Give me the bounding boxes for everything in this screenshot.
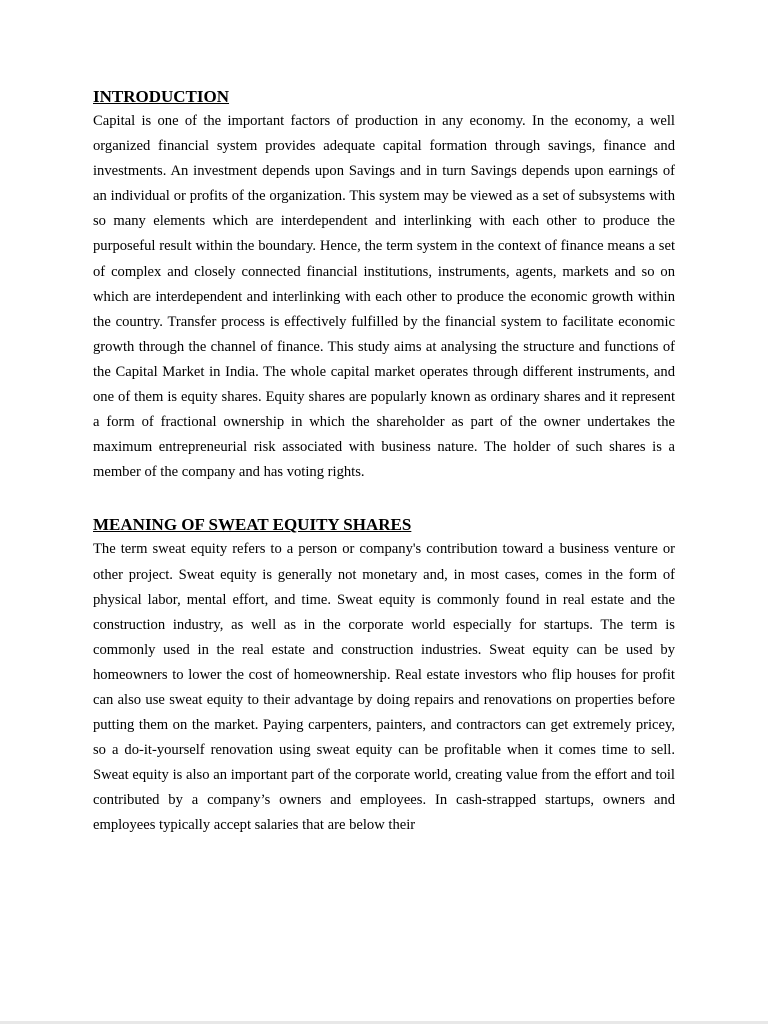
section-sweat-equity — [93, 513, 675, 838]
section-paragraph: Capital is one of the important factors of production in any economy. In the economy, a well organized financial system provides adequate capital formation through savings, finance and investments. An investment depends upon Savings and in turn Savings depends upon earnings of an individual or profits of the organization. This system may be viewed as a set of subsystems with so many elements which are interdependent and interlinking with each other to produce the purposeful result within the boundary. Hence, the term system in the context of finance means a set of complex and closely connected financial institutions, instruments, agents, markets and so on which are interdependent and interlinking with each other to produce the economic growth within the country. Transfer process is effectively fulfilled by the financial system to facilitate economic growth through the channel of finance. This study aims at analysing the structure and functions of the Capital Market in India. The whole capital market operates through different instruments, and one of them is equity shares. Equity shares are popularly known as ordinary shares and it represent a form of fractional ownership in which the shareholder as part of the owner undertakes the maximum entrepreneurial risk associated with business nature. The holder of such shares is a member of the company and has voting rights. — [93, 113, 675, 481]
section-heading: MEANING OF SWEAT EQUITY SHARES — [93, 515, 412, 535]
section-heading: INTRODUCTION — [93, 87, 230, 106]
section-paragraph: The term sweat equity refers to a person or company's contribution toward a business venture or other project. Sweat equity is generally not monetary and, in most cases, comes in the form of physical labor, mental effort, and time. Sweat equity is commonly found in real estate and the construction industry, as well as in the corporate world especially for startups. The term is commonly used in the real estate and construction industries. Sweat equity can be used by homeowners to lower the cost of homeownership. Real estate investors who flip houses for profit can also use sweat equity to their advantage by doing repairs and renovations on properties before putting them on the market. Paying carpenters, painters, and contractors can get extremely pricey, so a do-it-yourself renovation using sweat equity can be profitable when it comes time to sell. Sweat equity is also an important part of the corporate world, creating value from the effort and toil contributed by a company’s owners and employees. In cash-strapped startups, owners and employees typically accept salaries that are below their — [93, 541, 675, 834]
section-spacer — [93, 485, 675, 513]
document-page — [93, 85, 675, 839]
section-introduction — [93, 85, 675, 485]
